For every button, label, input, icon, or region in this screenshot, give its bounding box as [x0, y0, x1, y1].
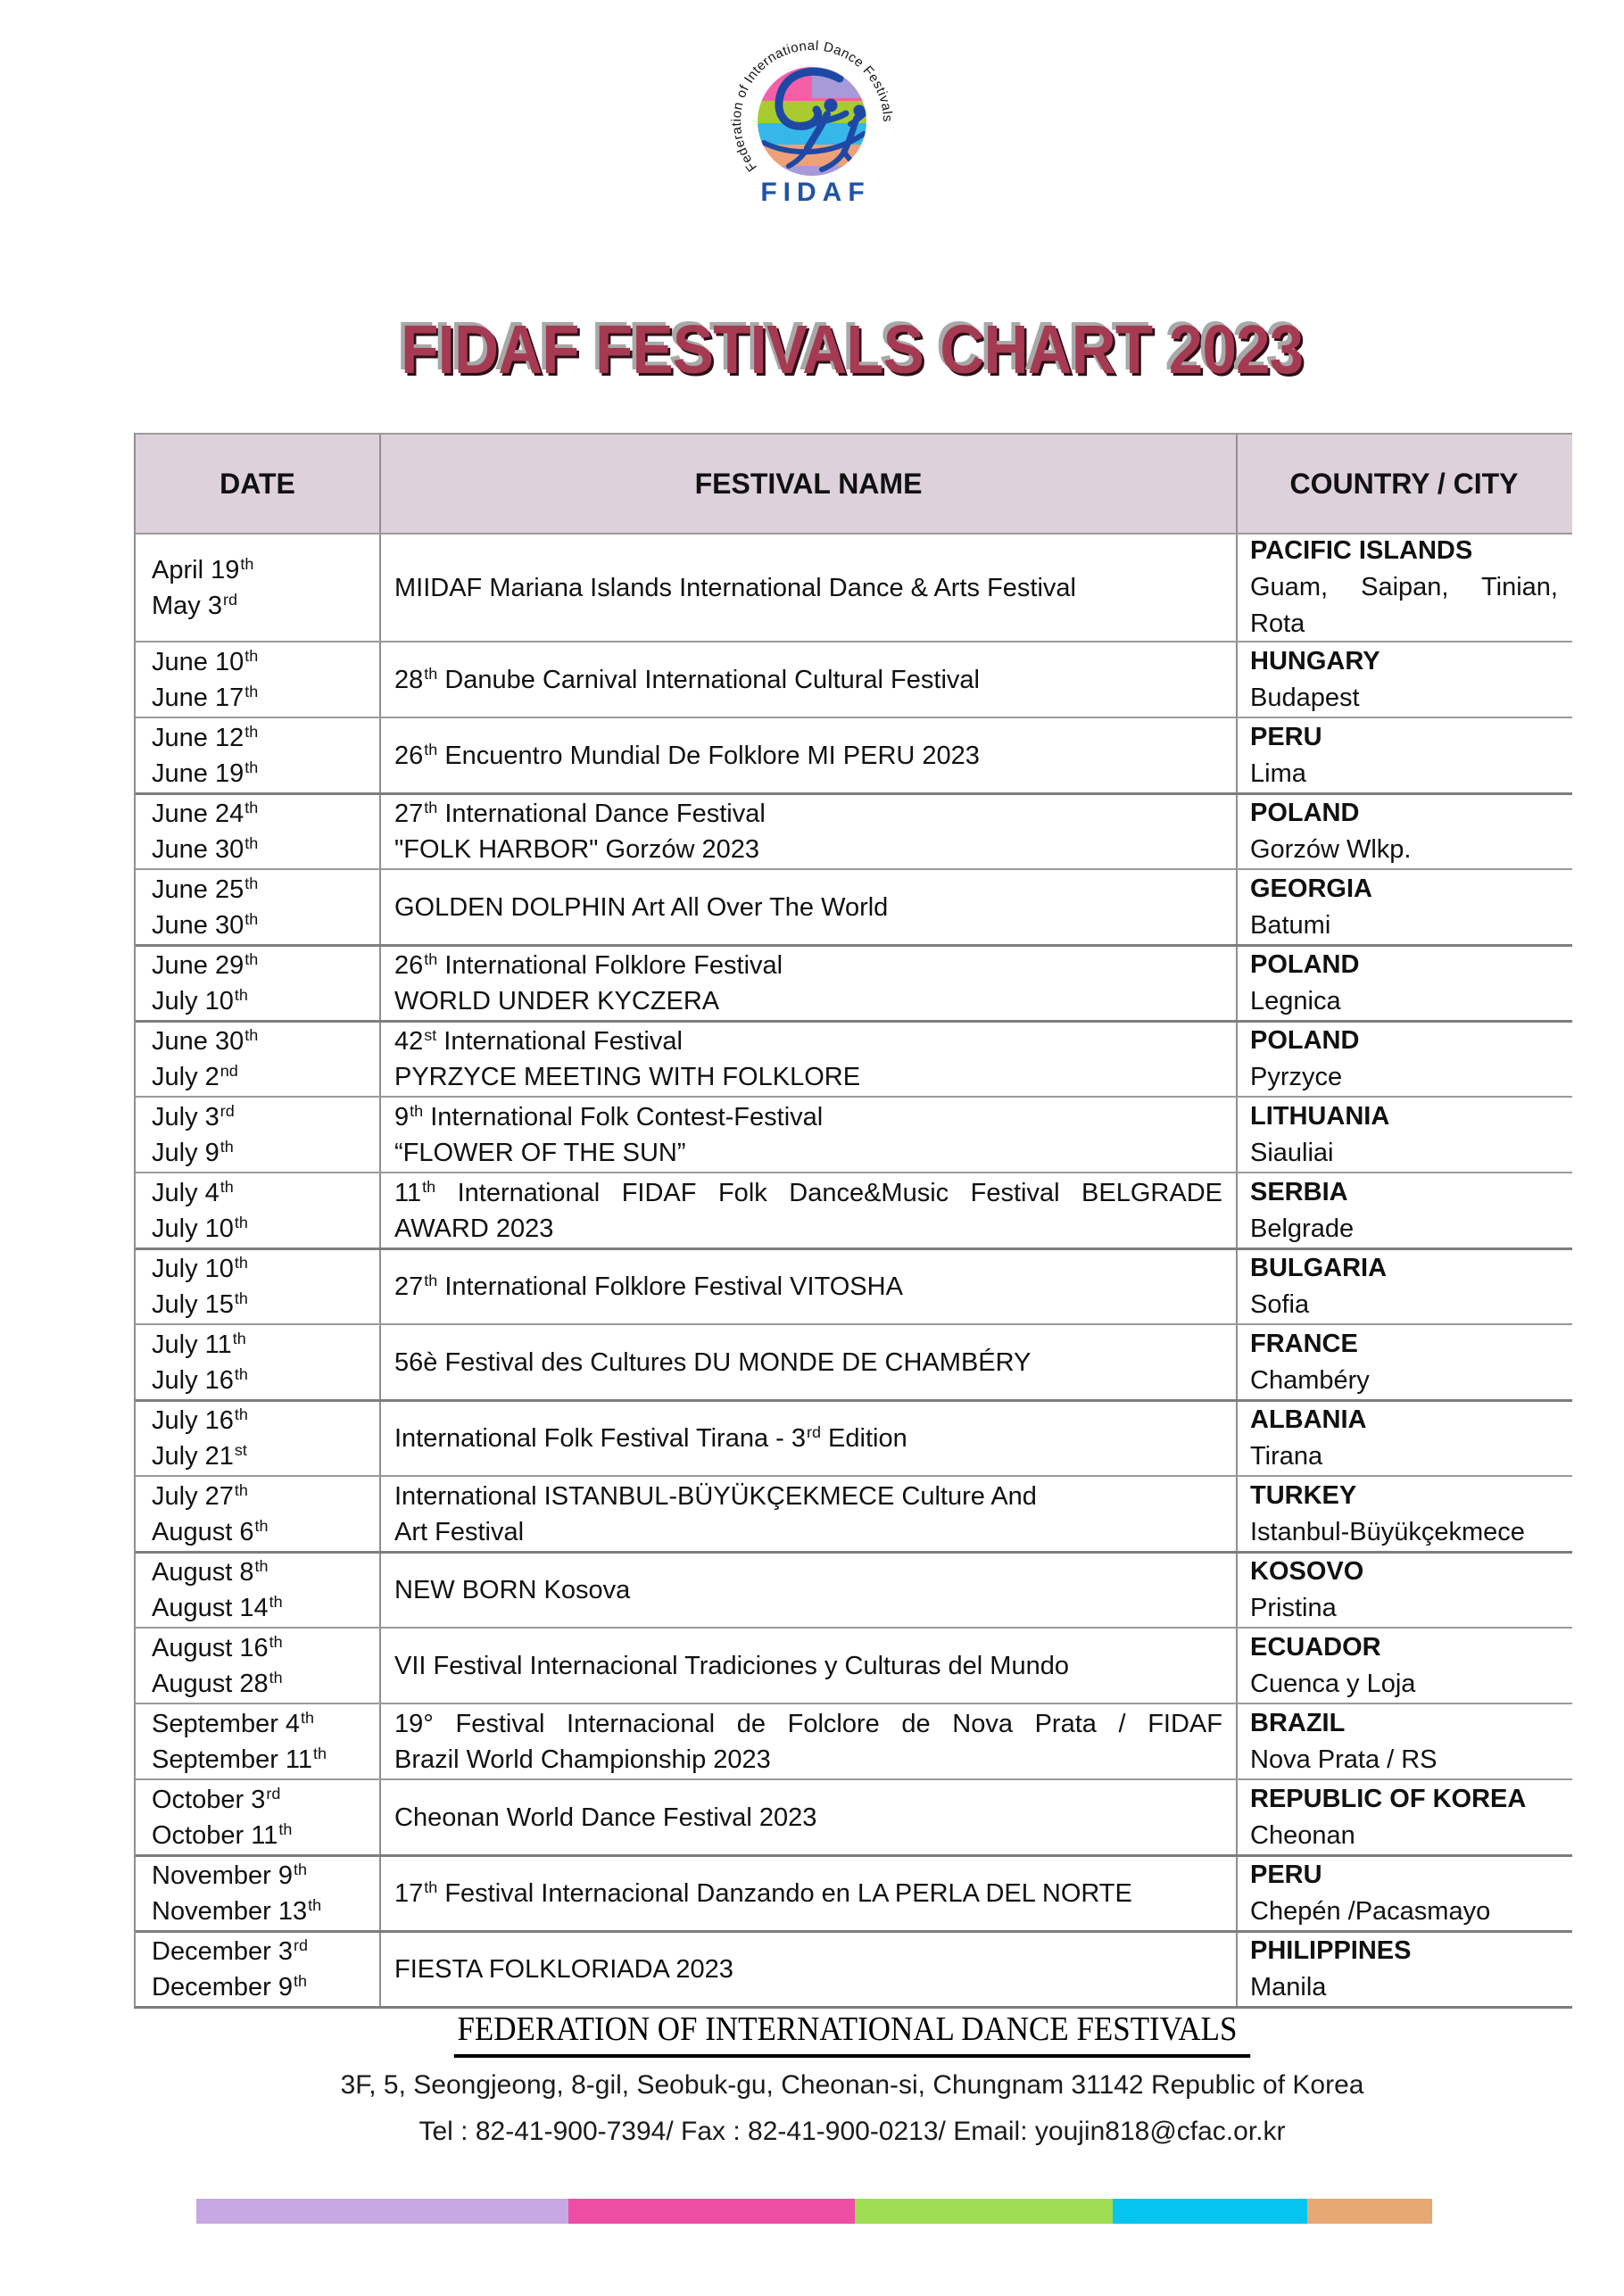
country-label: ECUADOR: [1250, 1632, 1381, 1662]
date-cell: April 19th May 3rd: [136, 535, 381, 641]
festival-name-cell: MIIDAF Mariana Islands International Dance & Arts Festival: [381, 535, 1238, 641]
header-date: DATE: [136, 435, 381, 533]
date-cell: July 3rd July 9th: [136, 1098, 381, 1172]
footer-organization: FEDERATION OF INTERNATIONAL DANCE FESTIVALS: [454, 2010, 1250, 2058]
city-label: Istanbul-Büyükçekmece: [1250, 1517, 1525, 1546]
color-bar-segment: [568, 2199, 855, 2224]
festival-name-cell: 27th International Folklore Festival VITOSHA: [381, 1250, 1238, 1323]
table-row: [136, 868, 1572, 944]
table-row: [136, 533, 1572, 641]
logo-wordmark: FIDAF: [760, 178, 871, 207]
page-title-wrap: [80, 311, 1624, 390]
country-city-cell: [1238, 795, 1570, 868]
header-country-city: COUNTRY / CITY: [1289, 467, 1519, 500]
country-city-cell: [1238, 718, 1570, 792]
country-city-cell: [1238, 1780, 1570, 1854]
table-row: [136, 1551, 1572, 1627]
festival-name-cell: 27th International Dance Festival "FOLK HARBOR" Gorzów 2023: [381, 795, 1238, 868]
logo-circle: [754, 67, 871, 177]
country-city-cell: [1238, 1477, 1570, 1551]
festival-name-cell: VII Festival Internacional Tradiciones y Culturas del Mundo: [381, 1629, 1238, 1703]
date-cell: September 4th September 11th: [136, 1704, 381, 1778]
date-cell: June 12th June 19th: [136, 718, 381, 792]
date-cell: July 27th August 6th: [136, 1477, 381, 1551]
festival-name-cell: International ISTANBUL-BÜYÜKÇEKMECE Culture And Art Festival: [381, 1477, 1238, 1551]
city-label: Siauliai: [1250, 1138, 1334, 1167]
festival-name-cell: International Folk Festival Tirana - 3rd Edition: [381, 1402, 1238, 1475]
table-row: [136, 717, 1572, 792]
country-label: SERBIA: [1250, 1177, 1348, 1206]
country-city-cell: [1238, 642, 1570, 717]
country-label: KOSOVO: [1250, 1557, 1364, 1586]
table-header-row: [136, 433, 1572, 533]
country-label: LITHUANIA: [1250, 1101, 1390, 1131]
country-city-cell: [1238, 535, 1570, 641]
city-label: Tirana: [1250, 1442, 1323, 1471]
table-row: [136, 641, 1572, 717]
bottom-color-bar: [196, 2199, 1432, 2224]
country-label: PHILIPPINES: [1250, 1936, 1412, 1965]
table-row: [136, 1323, 1572, 1399]
festival-name-cell: GOLDEN DOLPHIN Art All Over The World: [381, 870, 1238, 944]
festival-name-cell: NEW BORN Kosova: [381, 1554, 1238, 1627]
city-label: Sofia: [1250, 1290, 1310, 1319]
festival-name-cell: 19° Festival Internacional de Folclore de Nova Prata / FIDAF Brazil World Championship 2023: [381, 1704, 1238, 1778]
date-cell: December 3rd December 9th: [136, 1933, 381, 2006]
date-cell: June 24th June 30th: [136, 795, 381, 868]
country-city-cell: [1238, 1023, 1570, 1096]
header-festival-name: FESTIVAL NAME: [381, 435, 1238, 533]
date-cell: July 11th July 16th: [136, 1325, 381, 1399]
festival-name-cell: 17th Festival Internacional Danzando en LA PERLA DEL NORTE: [381, 1857, 1238, 1930]
table-row: [136, 1627, 1572, 1703]
city-label: Batumi: [1250, 910, 1331, 940]
country-city-cell: [1238, 947, 1570, 1020]
festival-name-cell: 11th International FIDAF Folk Dance&Music Festival BELGRADE AWARD 2023: [381, 1173, 1238, 1247]
country-label: PERU: [1250, 1861, 1322, 1889]
city-label: Chepén /Pacasmayo: [1250, 1897, 1491, 1926]
city-label: Lima: [1250, 758, 1306, 788]
color-bar-segment: [196, 2199, 568, 2224]
country-city-cell: [1238, 870, 1570, 944]
city-label: Cheonan: [1250, 1820, 1355, 1850]
country-label: POLAND: [1250, 950, 1360, 979]
city-label: Guam, Saipan, Tinian,: [1250, 573, 1558, 601]
date-cell: July 16th July 21st: [136, 1402, 381, 1475]
fidaf-logo: [723, 30, 901, 220]
festival-name-cell: 28th Danube Carnival International Cultural Festival: [381, 642, 1238, 717]
country-label: FRANCE: [1250, 1329, 1358, 1358]
country-label: TURKEY: [1250, 1480, 1357, 1510]
festival-name-cell: 42st International Festival PYRZYCE MEETING WITH FOLKLORE: [381, 1023, 1238, 1096]
table-row: [136, 1172, 1572, 1247]
table-row: [136, 1703, 1572, 1778]
country-label: ALBANIA: [1250, 1405, 1367, 1434]
country-city-cell: [1238, 1402, 1570, 1475]
date-cell: June 29th July 10th: [136, 947, 381, 1020]
festival-name-cell: FIESTA FOLKLORIADA 2023: [381, 1933, 1238, 2006]
country-label: PACIFIC ISLANDS: [1250, 536, 1473, 565]
color-bar-segment: [1113, 2199, 1307, 2224]
city-label: Belgrade: [1250, 1214, 1355, 1243]
festival-name-cell: 56è Festival des Cultures DU MONDE DE CHAMBÉRY: [381, 1325, 1238, 1399]
table-row: [136, 792, 1572, 868]
date-cell: July 4th July 10th: [136, 1173, 381, 1247]
city-label: Manila: [1250, 1973, 1327, 2002]
country-city-cell: [1238, 1250, 1570, 1323]
city-label: Pristina: [1250, 1594, 1337, 1622]
festival-name-cell: Cheonan World Dance Festival 2023: [381, 1780, 1238, 1854]
table-row: [136, 1475, 1572, 1551]
city-label: Pyrzyce: [1250, 1063, 1343, 1091]
color-bar-segment: [855, 2199, 1113, 2224]
date-cell: August 8th August 14th: [136, 1554, 381, 1627]
footer-contact: Tel : 82-41-900-7394/ Fax : 82-41-900-0213/ Email: youjin818@cfac.or.kr: [418, 2117, 1286, 2146]
country-city-cell: [1238, 1098, 1570, 1172]
country-city-cell: [1238, 1173, 1570, 1247]
city-label: Chambéry: [1250, 1365, 1370, 1395]
table-row: [136, 1096, 1572, 1172]
country-city-cell: [1238, 1325, 1570, 1399]
country-label: GEORGIA: [1250, 874, 1372, 903]
table-row: [136, 1854, 1572, 1930]
country-label: POLAND: [1250, 1026, 1360, 1055]
table-row: [136, 944, 1572, 1020]
city-label: Budapest: [1250, 683, 1360, 712]
date-cell: November 9th November 13th: [136, 1857, 381, 1930]
table-row: [136, 1399, 1572, 1475]
country-city-cell: [1238, 1933, 1570, 2006]
table-row: [136, 1930, 1572, 2006]
festival-name-cell: 26th International Folklore Festival WORLD UNDER KYCZERA: [381, 947, 1238, 1020]
festival-name-cell: 26th Encuentro Mundial De Folklore MI PERU 2023: [381, 718, 1238, 792]
table-row: [136, 1247, 1572, 1323]
date-cell: July 10th July 15th: [136, 1250, 381, 1323]
country-label: BRAZIL: [1250, 1708, 1346, 1737]
footer-address: 3F, 5, Seongjeong, 8-gil, Seobuk-gu, Cheonan-si, Chungnam 31142 Republic of Korea: [340, 2070, 1364, 2100]
color-bar-segment: [1307, 2199, 1432, 2224]
city-label: Cuenca y Loja: [1250, 1669, 1416, 1698]
country-city-cell: [1238, 1629, 1570, 1703]
table-row: [136, 1020, 1572, 1096]
country-label: REPUBLIC OF KOREA: [1250, 1784, 1527, 1813]
city-label: Nova Prata / RS: [1250, 1745, 1438, 1774]
country-label: HUNGARY: [1250, 646, 1380, 676]
country-label: BULGARIA: [1250, 1254, 1388, 1282]
date-cell: August 16th August 28th: [136, 1629, 381, 1703]
city-label: Rota: [1250, 609, 1305, 638]
country-city-cell: [1238, 1704, 1570, 1778]
date-cell: October 3rd October 11th: [136, 1780, 381, 1854]
city-label: Legnica: [1250, 987, 1341, 1015]
date-cell: June 25th June 30th: [136, 870, 381, 944]
page-title: FIDAF FESTIVALS CHART 2023: [401, 311, 1304, 388]
country-city-cell: [1238, 1554, 1570, 1627]
festivals-table: [134, 433, 1572, 2009]
country-label: POLAND: [1250, 799, 1360, 827]
table-row: [136, 1778, 1572, 1854]
logo-arc-text: Federation of International Dance Festivals: [728, 37, 896, 175]
country-city-cell: [1238, 1857, 1570, 1930]
date-cell: June 30th July 2nd: [136, 1023, 381, 1096]
festival-name-cell: 9th International Folk Contest-Festival “FLOWER OF THE SUN”: [381, 1098, 1238, 1172]
country-label: PERU: [1250, 722, 1322, 751]
city-label: Gorzów Wlkp.: [1250, 835, 1412, 864]
date-cell: June 10th June 17th: [136, 642, 381, 717]
footer-org-wrap: [80, 2010, 1624, 2058]
